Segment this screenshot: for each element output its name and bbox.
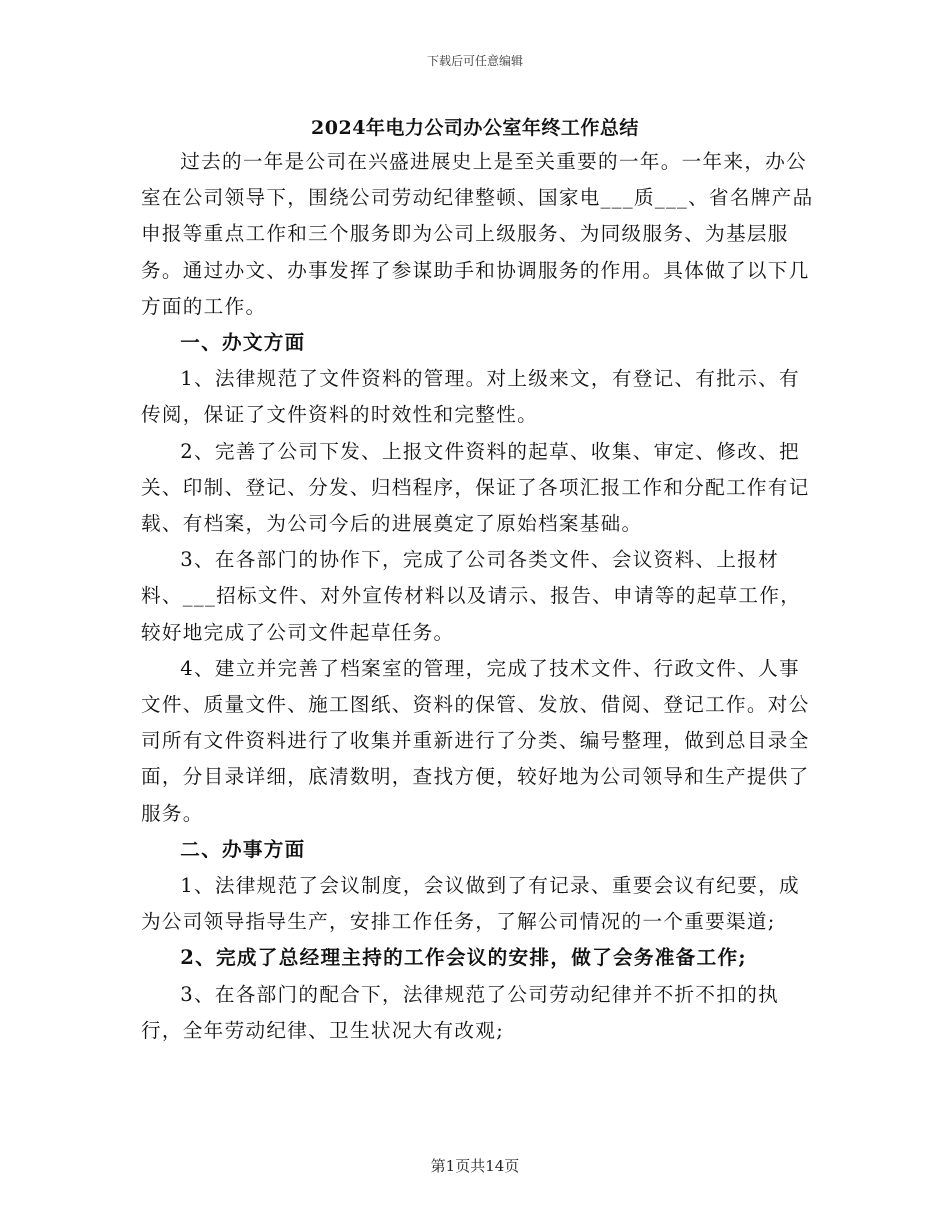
paragraph-item-bold: 2、完成了总经理主持的工作会议的安排，做了会务准备工作;: [180, 946, 747, 970]
intro-paragraph: 过去的一年是公司在兴盛进展史上是至关重要的一年。一年来，办公室在公司领导下，围绕公司劳动纪律整顿、国家电___质___、省名牌产品申报等重点工作和三个服务即为公司上级服务、为同级服务、为基层服务。通过办文、办事发挥了参谋助手和协调服务的作用。具体做了以下几方面的工作。: [141, 150, 814, 318]
paragraph-item: 2、完善了公司下发、上报文件资料的起草、收集、审定、修改、把关、印制、登记、分发、归档程序，保证了各项汇报工作和分配工作有记载、有档案，为公司今后的进展奠定了原始档案基础。: [141, 439, 810, 536]
paragraph-item: 3、在各部门的协作下，完成了公司各类文件、会议资料、上报材料、___招标文件、对外宣传材料以及请示、报告、申请等的起草工作，较好地完成了公司文件起草任务。: [141, 548, 802, 644]
document-title: 2024年电力公司办公室年终工作总结: [311, 117, 639, 139]
paragraph-item: 1、法律规范了会议制度，会议做到了有记录、重要会议有纪要，成为公司领导指导生产，安排工作任务，了解公司情况的一个重要渠道;: [141, 874, 800, 934]
page-header-note: 下载后可任意编辑: [426, 54, 523, 68]
document-body: [141, 144, 817, 1049]
section-heading-affairs-work: 二、办事方面: [180, 837, 306, 861]
paragraph-item: 4、建立并完善了档案室的管理，完成了技术文件、行政文件、人事文件、质量文件、施工图纸、资料的保管、发放、借阅、登记工作。对公司所有文件资料进行了收集并重新进行了分类、编号整理，做到总目录全面，分目录详细，底清数明，查找方便，较好地为公司领导和生产提供了服务。: [141, 656, 810, 825]
paragraph-item: 3、在各部门的配合下，法律规范了公司劳动纪律并不折不扣的执行，全年劳动纪律、卫生状况大有改观;: [141, 982, 779, 1042]
paragraph-item: 1、法律规范了文件资料的管理。对上级来文，有登记、有批示、有传阅，保证了文件资料的时效性和完整性。: [141, 367, 800, 427]
page-number-footer: 第1页共14页: [430, 1157, 520, 1175]
section-heading-document-work: 一、办文方面: [180, 331, 306, 355]
